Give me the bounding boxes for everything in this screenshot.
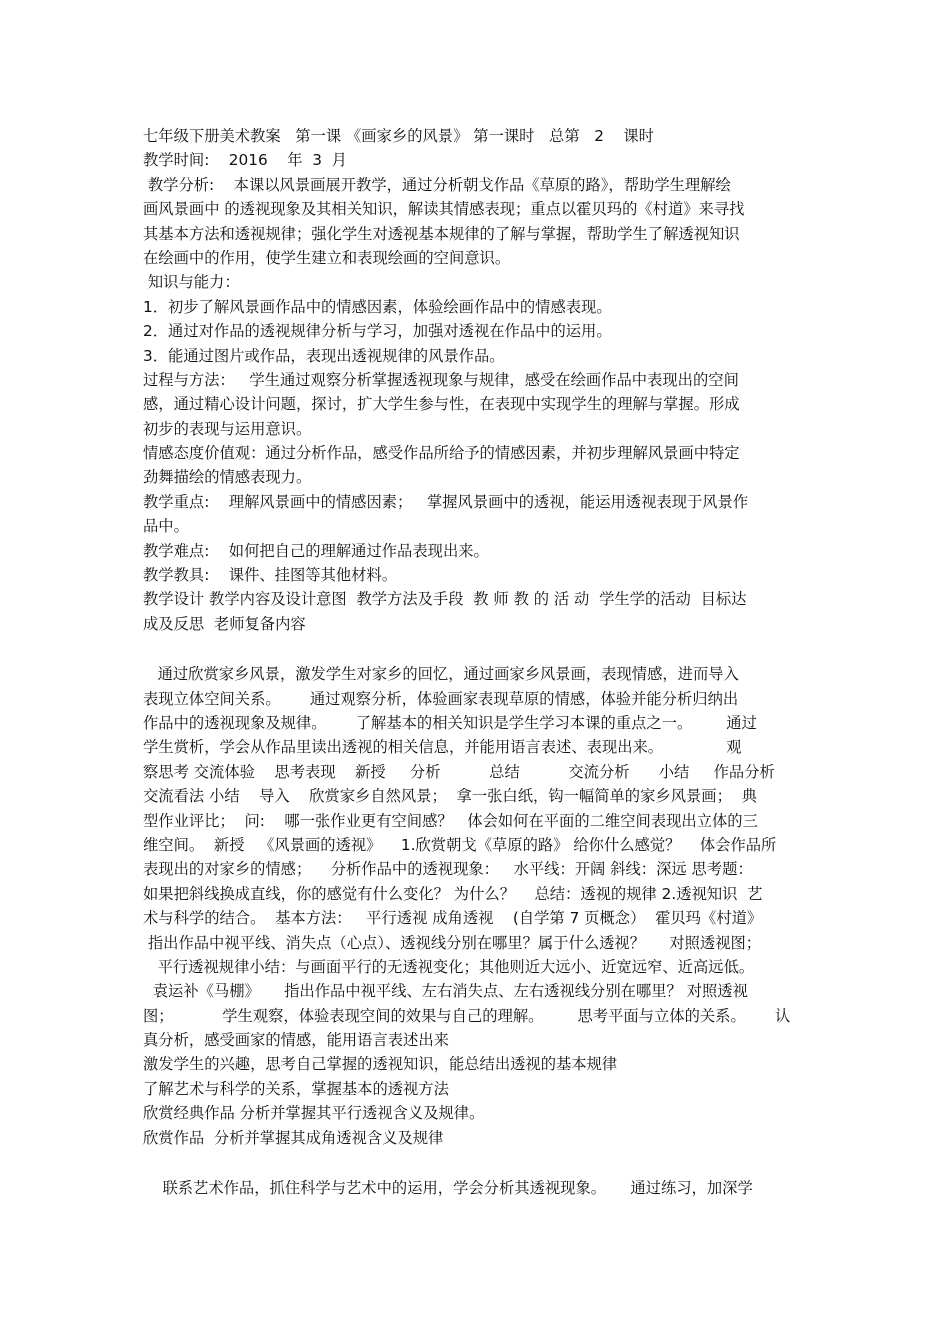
lesson-plan-text <box>143 124 811 1200</box>
body-line: 型作业评比； 问: 哪一张作业更有空间感？ 体会如何在平面的二维空间表现出立体的三 <box>143 811 758 830</box>
analysis-line: 其基本方法和透视规律；强化学生对透视基本规律的了解与掌握，帮助学生了解透视知识 <box>143 224 740 243</box>
design-header-line: 成及反思 老师复备内容 <box>143 614 306 633</box>
body-line: 术与科学的结合。 基本方法： 平行透视 成角透视 (自学第 7 页概念） 霍贝玛《村道》 <box>143 909 763 928</box>
process-method-line: 初步的表现与运用意识。 <box>143 419 312 438</box>
doc-title-line: 七年级下册美术教案 第一课 《画家乡的风景》 第一课时 总第 2 课时 <box>143 127 654 145</box>
body-line: 袁运补《马棚》 指出作品中视平线、左右消失点、左右透视线分别在哪里？ 对照透视 <box>143 982 748 1001</box>
body-line: 指出作品中视平线、消失点（心点）、透视线分别在哪里？属于什么透视？ 对照透视图； <box>143 933 762 952</box>
analysis-line: 教学分析: 本课以风景画展开教学，通过分析朝戈作品《草原的路》，帮助学生理解绘 <box>143 175 731 194</box>
objective-item: 2．通过对作品的透视规律分析与学习，加强对透视在作品中的运用。 <box>143 322 612 341</box>
emotion-values-line: 情感态度价值观：通过分析作品，感受作品所给予的情感因素，并初步理解风景画中特定 <box>143 444 740 463</box>
process-method-line: 感，通过精心设计问题，探讨，扩大学生参与性，在表现中实现学生的理解与掌握。形成 <box>143 395 740 414</box>
body-line: 交流看法 小结 导入 欣赏家乡自然风景； 拿一张白纸，钩一幅简单的家乡风景画； 典 <box>143 787 757 806</box>
body-line: 图； 学生观察，体验表现空间的效果与自己的理解。 思考平面与立体的关系。 认 <box>143 1006 791 1025</box>
design-header-line: 教学设计 教学内容及设计意图 教学方法及手段 教 师 教 的 活 动 学生学的活动 目标达 <box>143 590 747 609</box>
body-line: 学生赏析，学会从作品里读出透视的相关信息，并能用语言表述、表现出来。 观 <box>143 738 742 757</box>
body-line: 维空间。 新授 《风景画的透视》 1.欣赏朝戈《草原的路》 给你什么感觉？ 体会作品所 <box>143 835 777 854</box>
body-line: 欣赏作品 分析并掌握其成角透视含义及规律 <box>143 1128 444 1147</box>
teaching-time-line: 教学时间: 2016 年 3 月 <box>143 151 347 170</box>
blank-line <box>143 636 811 662</box>
objective-item: 1．初步了解风景画作品中的情感因素，体验绘画作品中的情感表现。 <box>143 297 612 316</box>
blank-line <box>143 1150 811 1176</box>
body-line: 真分析，感受画家的情感，能用语言表述出来 <box>143 1031 449 1050</box>
key-point-line: 品中。 <box>143 517 189 536</box>
body-line: 作品中的透视现象及规律。 了解基本的相关知识是学生学习本课的重点之一。 通过 <box>143 713 757 732</box>
teaching-aids-line: 教学教具: 课件、挂图等其他材料。 <box>143 566 398 585</box>
body-line: 欣赏经典作品 分析并掌握其平行透视含义及规律。 <box>143 1104 485 1123</box>
difficulty-line: 教学难点: 如何把自己的理解通过作品表现出来。 <box>143 541 489 560</box>
analysis-line: 画风景画中 的透视现象及其相关知识，解读其情感表现；重点以霍贝玛的《村道》来寻找 <box>143 200 745 219</box>
body-line: 平行透视规律小结：与画面平行的无透视变化；其他则近大远小、近宽远窄、近高远低。 <box>143 957 755 976</box>
body-line: 了解艺术与科学的关系，掌握基本的透视方法 <box>143 1079 449 1098</box>
body-line: 表现出的对家乡的情感； 分析作品中的透视现象： 水平线：开阔 斜线：深远 思考题： <box>143 860 753 879</box>
objective-item: 3．能通过图片或作品，表现出透视规律的风景作品。 <box>143 346 505 365</box>
body-line: 激发学生的兴趣，思考自己掌握的透视知识，能总结出透视的基本规律 <box>143 1055 618 1074</box>
knowledge-heading: 知识与能力： <box>143 273 240 292</box>
body-line: 表现立体空间关系。 通过观察分析，体验画家表现草原的情感，体验并能分析归纳出 <box>143 689 739 708</box>
emotion-values-line: 劲舞描绘的情感表现力。 <box>143 468 312 487</box>
body-line: 通过欣赏家乡风景，激发学生对家乡的回忆，通过画家乡风景画，表现情感，进而导入 <box>143 665 739 684</box>
body-line: 联系艺术作品，抓住科学与艺术中的运用，学会分析其透视现象。 通过练习，加深学 <box>143 1179 753 1198</box>
body-line: 如果把斜线换成直线，你的感觉有什么变化？ 为什么？ 总结：透视的规律 2.透视知识 艺 <box>143 884 763 903</box>
key-point-line: 教学重点: 理解风景画中的情感因素； 掌握风景画中的透视，能运用透视表现于风景作 <box>143 492 749 511</box>
analysis-line: 在绘画中的作用，使学生建立和表现绘画的空间意识。 <box>143 248 511 267</box>
body-line: 察思考 交流体验 思考表现 新授 分析 总结 交流分析 小结 作品分析 <box>143 762 775 781</box>
process-method-line: 过程与方法： 学生通过观察分析掌握透视现象与规律，感受在绘画作品中表现出的空间 <box>143 370 739 389</box>
